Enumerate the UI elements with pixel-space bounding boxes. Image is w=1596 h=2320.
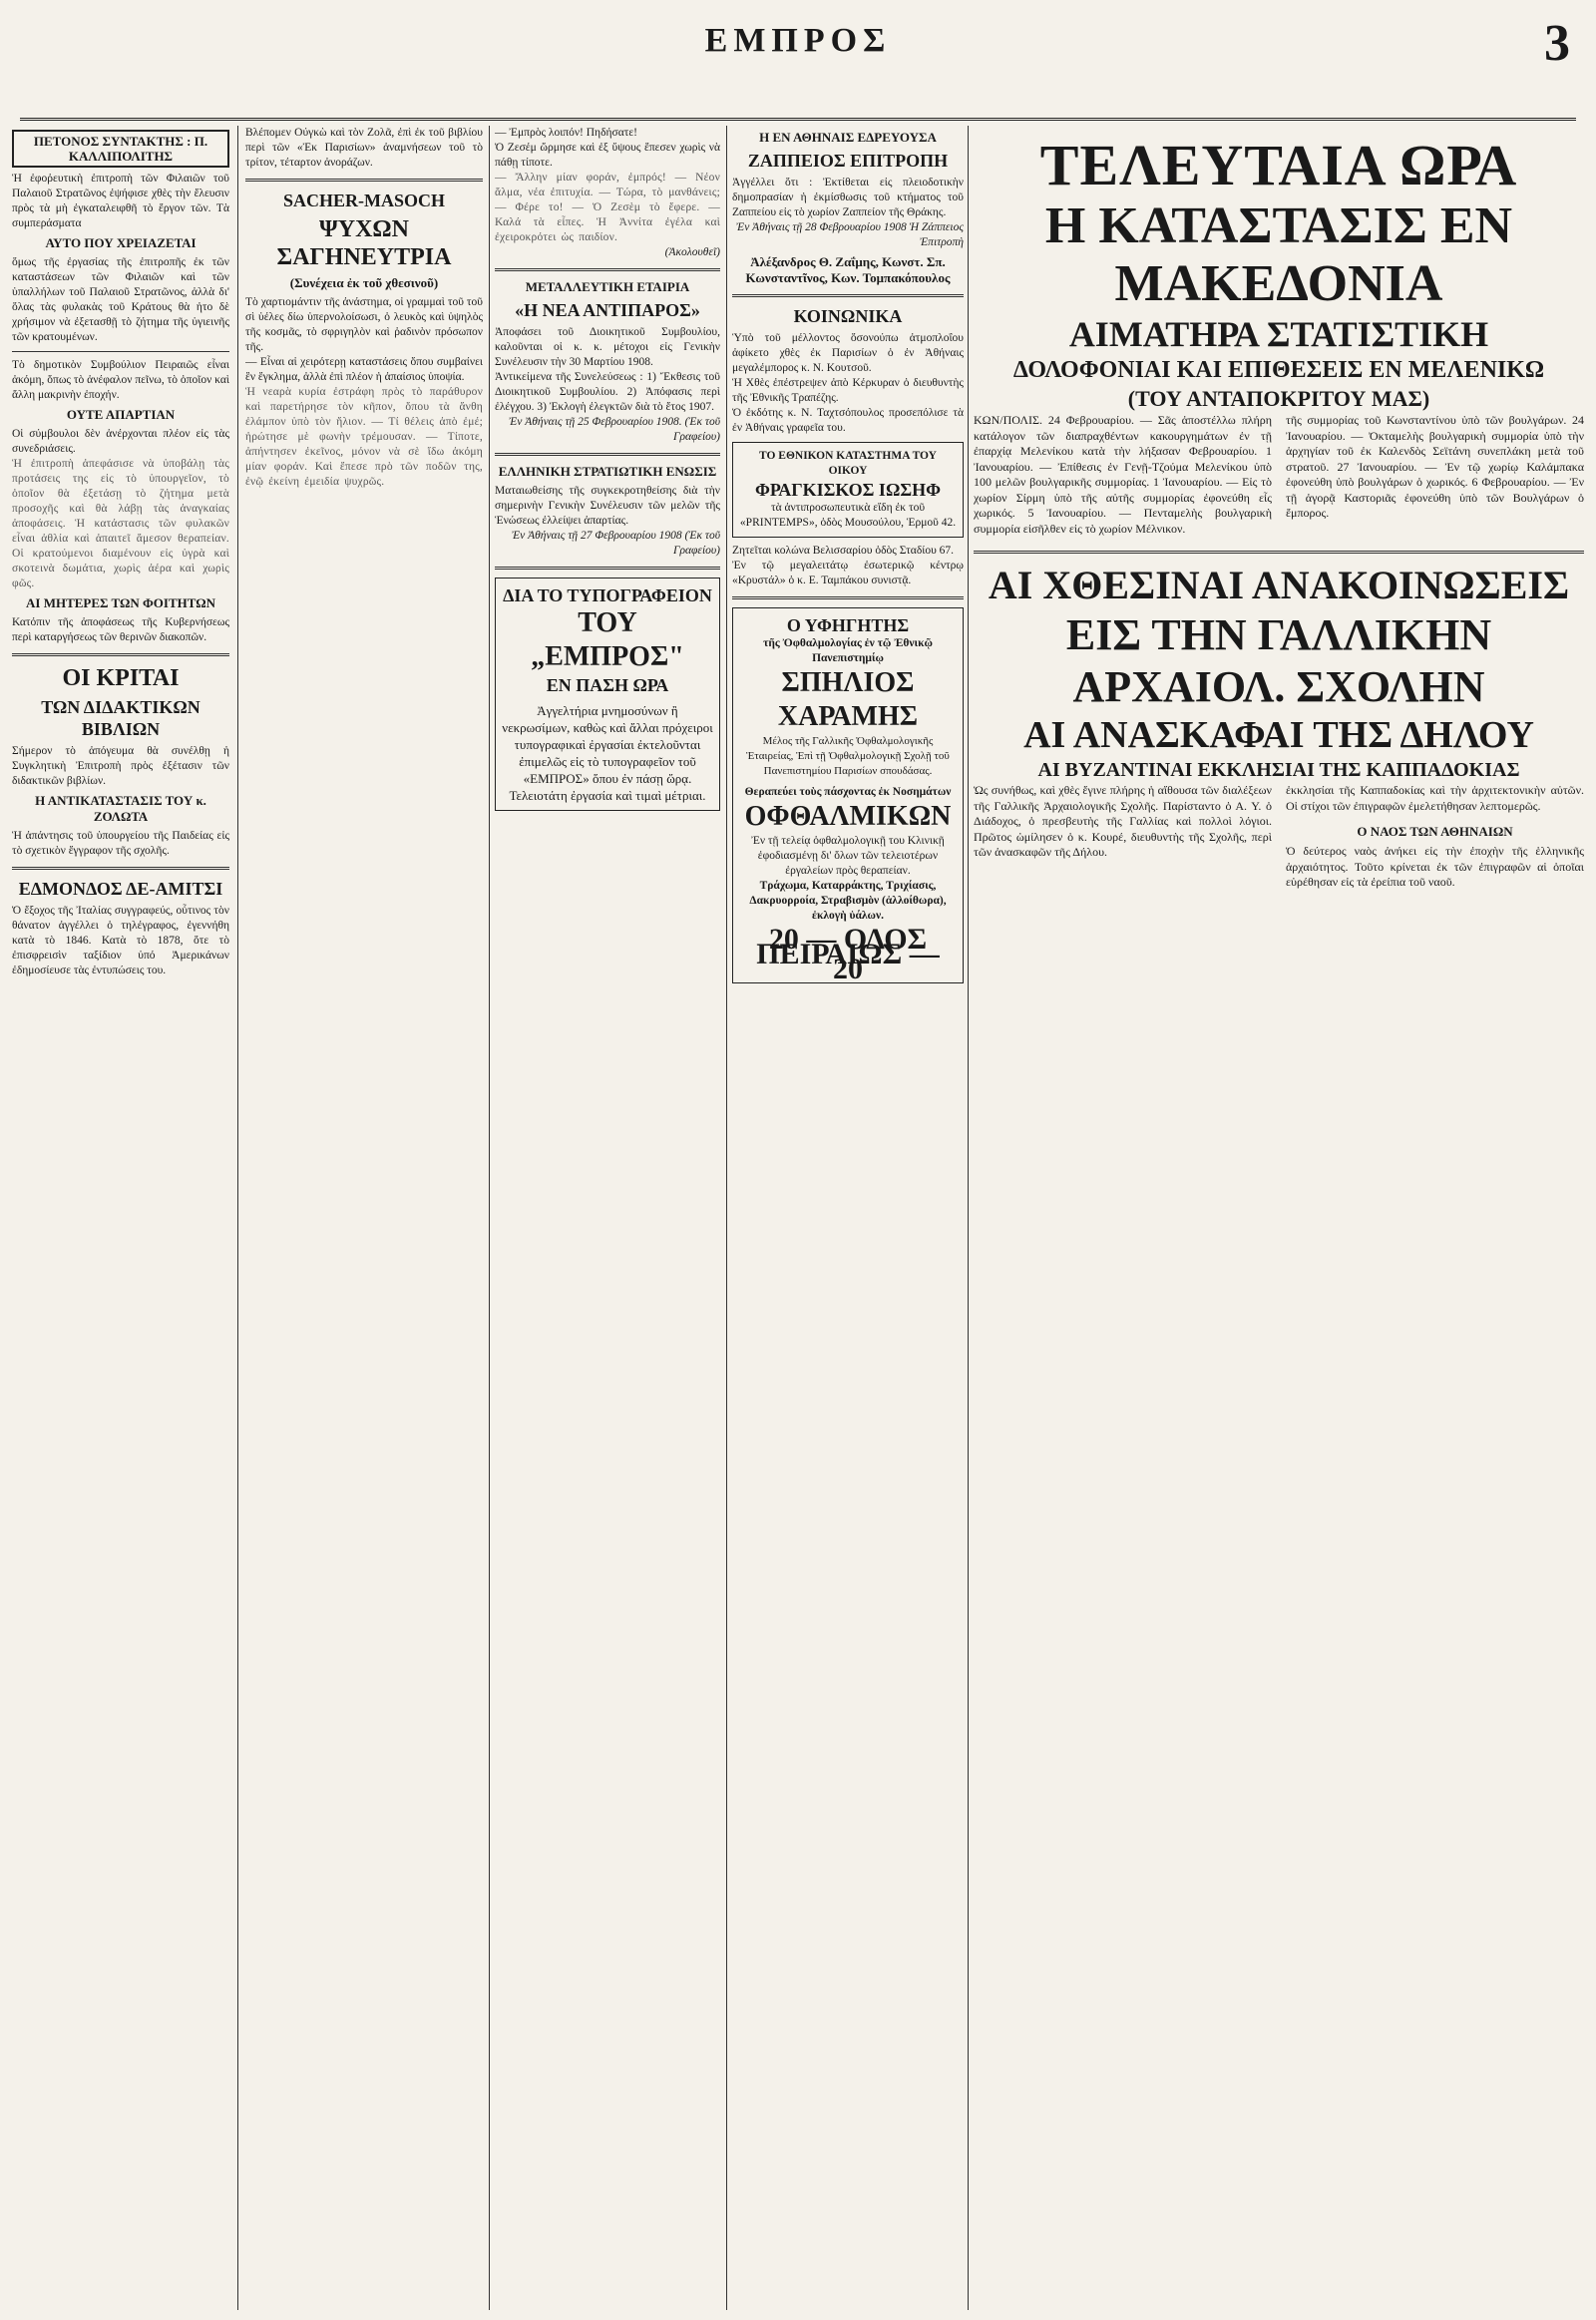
column-rule: [237, 126, 238, 2310]
social-paragraph: Ὑπὸ τοῦ μέλλοντος ὅσονούπω ἀτμοπλοΐου ἀφίκετο χθὲς ἐκ Παρισίων ὁ ἐν Ἀθήναις μεγαλέμπορος κ. Ν. Κουτσοῦ.: [732, 332, 964, 374]
article-paragraph: ὅμως τῆς ἐργασίας τῆς ἐπιτροπῆς ἐκ τῶν καταστάσεων τῶν Φιλαιῶν καὶ τῶν ὑπαλλήλων τοῦ Παλαιοῦ Στρατῶνος, ἀλλὰ δι' ὅλας τὰς φυλακὰς τοῦ Κράτους θὰ ἠτο δὲ χρήσιμον νὰ ἐξετασθῇ τὸ ζήτημα τῆς ὑγιεινῆς τῶν κρατουμένων.: [12, 256, 229, 343]
article-paragraph: Ὁ ἔξοχος τῆς Ἰταλίας συγγραφεύς, οὗτινος τὸν θάνατον ἀγγέλλει ὁ τηλέγραφος, ἐγεννήθη κατὰ τὸ 1846. Κατὰ τὸ 1878, ὅτε τὸ ἐπισφρεισὶν ταξίδιον ὑπό Ἀμερικάνων ἐδημοσίευσε τὰς ἐντυπώσεις του.: [12, 905, 229, 976]
article-paragraph: Ὁ Ζεσέμ ὥρμησε καὶ ἐξ ὕψους ἔπεσεν χωρὶς νὰ πάθῃ τίποτε.: [495, 142, 720, 169]
ad-line: ΔΙΑ ΤΟ ΤΥΠΟΓΡΑΦΕΙΟΝ: [503, 585, 712, 605]
article-body: — Ἄλλην μίαν φοράν, ἐμπρός! — Νέον ἅλμα, νέα ἐπιτυχία. — Τώρα, τὸ μανθάνεις; — Φέρε το! — Ὁ Ζεσὲμ τὸ ἔφερε. — Καλά τὰ εἶπες. Ἡ Ἀννίτα ἐγέλα καὶ ἐχειροκρότει ὡς παιδίον.: [495, 172, 720, 243]
column-1: [12, 126, 229, 2310]
banner-byline: (ΤΟΥ ΑΝΤΑΠΟΚΡΙΤΟΥ ΜΑΣ): [1127, 386, 1430, 411]
ad-line: Θεραπεύει τοὺς πάσχοντας ἐκ Νοσημάτων: [744, 786, 952, 798]
article-paragraph: — Εἶναι αἱ χειρότερῃ καταστάσεις ὅπου συμβαίνει ἓν ἔγκλημα, ἀλλὰ ἐπὶ πλέον ἡ ἀπαίσιος ὑποψία.: [245, 356, 483, 383]
newspaper-title: ΕΜΠΡΟΣ: [704, 22, 892, 59]
article-body: Ἡ νεαρὰ κυρία ἐστράφη πρὸς τὸ παράθυρον καὶ παρετήρησε τὸν κῆπον, ὅπου τὰ ἄνθη ἐλάμπον ὑπὸ τὸν ἥλιον. — Τί θέλεις ἀπὸ ἐμέ; ἠρώτησε μὲ φωνὴν τρέμουσαν. — Τίποτε, ἀπήντησεν ἐκεῖνος, μόνον νὰ σὲ ἴδω ἀκόμη μίαν φοράν. Καὶ ἔπεσε πρὸ τῶν ποδῶν της, ἐνῷ ἐκείνη ἐμειδία ψυχρῶς.: [245, 386, 483, 488]
masthead: [20, 0, 1576, 121]
banner-headline: ΕΙΣ ΤΗΝ ΓΑΛΛΙΚΗΝ ΑΡΧΑΙΟΛ. ΣΧΟΛΗΝ: [1065, 610, 1492, 711]
ad-body: Ἐν τῇ τελείᾳ ὀφθαλμολογικῇ του Κλινικῇ ἐφοδιασμένῃ δι' ὅλων τῶν τελειοτέρων ἐργαλείων πρὸς θεραπείαν.: [751, 835, 945, 877]
serial-title: ΨΥΧΩΝ ΣΑΓΗΝΕΥΤΡΙΑ: [276, 216, 452, 270]
serial-author: SACHER-MASOCH: [282, 191, 445, 210]
continued-note: (Ἀκολουθεῖ): [664, 246, 720, 258]
article-subheading: Ο ΝΑΟΣ ΤΩΝ ΑΘΗΝΑΙΩΝ: [1357, 824, 1513, 839]
column-4: [732, 126, 964, 2310]
notice-headline: «Η ΝΕΑ ΑΝΤΙΠΑΡΟΣ»: [515, 300, 700, 320]
column-rule: [968, 126, 969, 2310]
ad-address: 20 — ΟΔΟΣ ΠΕΙΡΑΙΩΣ — 20: [756, 923, 940, 985]
column-5: [974, 126, 1584, 2310]
article-column-left: ΚΩΝ/ΠΟΛΙΣ. 24 Φεβρουαρίου. — Σᾶς ἀποστέλλω πλήρη κατάλογον τῶν διαπραχθέντων κακουργημάτων ἐν τῇ ἐπαρχίᾳ Μελενίκου κατὰ τὴν λήξασαν Φεβρουαρίου. 1 Ἰανουαρίου. — Ἐπίθεσις ἐν Γενῇ-Τζούμα Μελενίκου ὑπὸ 100 μελῶν βουλγαρικῆς συμμορίας. 1 Ἰανουαρίου. — Εἰς τὸ χωρίον Σίρμη ὑπὸ τῆς αὐτῆς συμμορίας ἐφονεύθη εἷς χωρικός. 5 Ἰανουαρίου. — Πενταμελὴς βουλγαρικὴ συμμορία εἰσῆλθεν εἰς τὸ χωρίον Μέλνικον.: [974, 413, 1272, 536]
article-subheading: ΟΥΤΕ ΑΠΑΡΤΙΑΝ: [66, 407, 176, 422]
article-paragraph: Σήμερον τὸ ἀπόγευμα θὰ συνέλθῃ ἡ Συγκλητικὴ Ἐπιτροπὴ πρὸς ἐξέτασιν τῶν διδακτικῶν βιβλίων.: [12, 745, 229, 787]
article-paragraph: Ἡ ἐφοῤευτικὴ ἐπιτροπὴ τῶν Φιλαιῶν τοῦ Παλαιοῦ Στρατῶνος ἐψήφισε χθὲς τὴν ἔλευσιν πρὸς τὰ μὴ ἐγκαταλειφθῆ τὸ ἔργον τῶν. Τὰ συμπεράσματα: [12, 173, 229, 229]
article-subheading: ΑΥΤΟ ΠΟΥ ΧΡΕΙΑΖΕΤΑΙ: [45, 235, 197, 250]
notice-headline: ΜΕΤΑΛΛΕΥΤΙΚΗ ΕΤΑΙΡΙΑ: [525, 279, 690, 294]
ad-body: Τράχωμα, Καταρράκτης, Τριχίασις, Δακρυορροία, Στραβισμὸν (ἀλλοίθωρα), ἐκλογὴ ὑάλων.: [749, 880, 947, 922]
article-headline: ΟΙ ΚΡΙΤΑΙ: [62, 665, 180, 691]
banner-headline: ΑΙ ΑΝΑΣΚΑΦΑΙ ΤΗΣ ΔΗΛΟΥ: [1023, 714, 1534, 756]
column-rule: [489, 126, 490, 2310]
article-paragraph: — Ἐμπρὸς λοιπόν! Πηδήσατε!: [495, 127, 638, 139]
ad-line: ΟΦΘΑΛΜΙΚΩΝ: [744, 801, 952, 832]
social-paragraph: Ἡ Χθὲς ἐπέστρεψεν ἀπὸ Κέρκυραν ὁ διευθυντὴς τῆς Ἐθνικῆς Τραπέζης.: [732, 377, 964, 404]
banner-headline: ΑΙ ΧΘΕΣΙΝΑΙ ΑΝΑΚΟΙΝΩΣΕΙΣ: [988, 563, 1570, 607]
column-rule: [726, 126, 727, 2310]
ad-body: Ἀγγελτήρια μνημοσύνων ἢ νεκρωσίμων, καθὼς καὶ ἄλλαι πρόχειροι τυπογραφικαὶ ἐργασίαι ἐκτελοῦνται ἐπιμελῶς εἰς τὸ τυπογραφεῖον τοῦ «ΕΜΠΡΟΣ» ὅπου ἐν πάσῃ ὥρᾳ. Τελειοτάτη ἐργασία καὶ τιμαὶ μέτριαι.: [502, 703, 713, 803]
notice-headline: ΕΛΛΗΝΙΚΗ ΣΤΡΑΤΙΩΤΙΚΗ ΕΝΩΣΙΣ: [498, 464, 717, 479]
article-column-right: τῆς συμμορίας τοῦ Κωνσταντίνου ὑπὸ τῶν βουλγάρων. 24 Ἰανουαρίου. — Ὀκταμελὴς βουλγαρικὴ συμμορία ὑπὸ τὴν ἀρχηγίαν τοῦ ἐκ Καλενδὸς Σεϊτάνη συνεπλάκη μετὰ τοῦ στρατοῦ. 27 Ἰανουαρίου. — Ἐν τῷ χωρίῳ Καλάμπακα ἐφονεύθη ὑπὸ βουλγάρων ὁ χωρικός. 6 Φεβρουαρίου. — Ἐν τῇ ἀγορᾷ Καστοριᾶς ἐφονεύθη ὑπὸ τῶν Βουλγάρων ὁ ἔμπορος.: [1286, 413, 1584, 520]
article-paragraph: Τὸ δημοτικὸν Συμβούλιον Πειραιῶς εἶναι ἀκόμη, ὅπως τὸ ἀνέφαλον πεῖνω, τὸ ὁποῖον καὶ ἄλλη μακρινὴν ἐποχήν.: [12, 359, 229, 401]
column-3: [495, 126, 720, 2310]
article-paragraph: Οἱ σύμβουλοι δὲν ἀνέρχονται πλέον εἰς τὰς συνεδριάσεις.: [12, 428, 229, 455]
ad-line: Ο ΥΦΗΓΗΤΗΣ: [786, 615, 910, 635]
banner-subheadline: ΔΟΛΟΦΟΝΙΑΙ ΚΑΙ ΕΠΙΘΕΣΕΙΣ ΕΝ ΜΕΛΕΝΙΚΩ: [1012, 357, 1545, 383]
article-column-right: ἐκκλησίαι τῆς Καππαδοκίας καὶ τὴν ἀρχιτεκτονικὴν αὐτῶν. Οἱ στίχοι τῶν ἐπιγραφῶν ἐμελετήθησαν λεπτομερῶς.: [1286, 783, 1584, 813]
article-paragraph: Κατόπιν τῆς ἀποφάσεως τῆς Κυβερνήσεως περὶ καταργήσεως τῶν θερινῶν διακοπῶν.: [12, 616, 229, 643]
ad-line: ΧΑΡΑΜΗΣ: [777, 701, 919, 732]
article-headline: ΤΩΝ ΔΙΔΑΚΤΙΚΩΝ ΒΙΒΛΙΩΝ: [41, 697, 200, 739]
article-column-right: Ὁ δεύτερος ναὸς ἀνήκει εἰς τὴν ἐποχὴν τῆς ἑλληνικῆς ἀρχαιότητος. Τοῦτο κρίνεται ἐκ τῶν ἐπιγραφῶν αἱ ὁποῖαι εὑρέθησαν εἰς τὰ ἐρείπια τοῦ ναοῦ.: [1286, 844, 1584, 889]
editor-header: ΠΕΤΟΝΟΣ ΣΥΝΤΑΚΤΗΣ : Π. ΚΑΛΛΙΠΟΛΙΤΗΣ: [12, 130, 229, 168]
social-paragraph: Ὁ ἐκδότης κ. Ν. Ταχτσόπουλος προσεπόλισε τὰ ἐν Ἀθήναις γραφεῖα του.: [732, 407, 964, 434]
section-headline: ΚΟΙΝΩΝΙΚΑ: [793, 306, 903, 326]
ad-line: ΣΠΗΛΙΟΣ: [781, 667, 915, 698]
ad-body: Μέλος τῆς Γαλλικῆς Ὀφθαλμολογικῆς Ἑταιρείας, Ἐπὶ τῇ Ὀφθαλμολογικῇ Σχολῇ τοῦ Πανεπιστημίου Παρισίων σπουδάσας.: [746, 735, 950, 777]
notice-headline: ΖΑΠΠΕΙΟΣ ΕΠΙΤΡΟΠΗ: [747, 151, 949, 171]
social-paragraph: Ἐν τῷ μεγαλειτάτῳ ἐσωτερικῷ κέντρῳ «Κρυστάλ» ὁ κ. Ε. Ταμπάκου συνιστᾷ.: [732, 560, 964, 586]
serial-note: (Συνέχεια ἐκ τοῦ χθεσινοῦ): [289, 275, 439, 290]
notice-signature: Ἐν Ἀθήναις τῇ 27 Φεβρουαρίου 1908 (Ἐκ τοῦ Γραφείου): [511, 530, 720, 557]
article-body: Ἡ ἐπιτροπὴ ἀπεφάσισε νὰ ὑποβάλῃ τὰς προτάσεις της εἰς τὸ ὑπουργεῖον, τὸ ὁποῖον θὰ ἐξετάσῃ τὸ ζήτημα μετὰ προσοχῆς καὶ θὰ λάβῃ τὰς ἀναγκαίας ἀποφάσεις. Ἡ κατάστασις τῶν φυλακῶν εἶναι ἀθλία καὶ ἀπαιτεῖ ἄμεσον θεραπείαν. Οἱ κρατούμενοι διαμένουν εἰς ὑγρὰ καὶ σκοτεινὰ δωμάτια, χωρὶς ἀέρα καὶ χωρὶς φῶς.: [12, 458, 229, 589]
ad-line: ΦΡΑΓΚΙΣΚΟΣ ΙΩΣΗΦ: [754, 480, 942, 500]
notice-paragraph: Ἀποφάσει τοῦ Διοικητικοῦ Συμβουλίου, καλοῦνται οἱ κ. κ. μέτοχοι εἰς Γενικὴν Συνέλευσιν τὴν 30 Μαρτίου 1908.: [495, 326, 720, 368]
article-headline: ΕΔΜΟΝΔΟΣ ΔΕ-ΑΜΙΤΣΙ: [18, 879, 223, 899]
article-paragraph: Ἡ ἀπάντησις τοῦ ὑπουργείου τῆς Παιδείας εἰς τὸ σχετικὸν ἔγγραφον τῆς σχολῆς.: [12, 830, 229, 857]
banner-headline: Η ΚΑΤΑΣΤΑΣΙΣ ΕΝ ΜΑΚΕΔΟΝΙΑ: [1044, 197, 1513, 312]
article-two-columns: [974, 783, 1584, 891]
article-column-left: Ὡς συνήθως, καὶ χθὲς ἔγινε πλήρης ἡ αἴθουσα τῶν διαλέξεων τῆς Γαλλικῆς Ἀρχαιολογικῆς Σχολῆς. Παρίσταντο ὁ Α. Υ. ὁ Διάδοχος, ὁ πρεσβευτὴς τῆς Γαλλίας καὶ πολλοὶ λόγιοι. Πρῶτος ὡμίλησεν ὁ κ. Κουρέ, διευθυντὴς τῆς Σχολῆς, περὶ τῶν ἀνασκαφῶν τῆς Δήλου.: [974, 783, 1272, 859]
notice-signature: Ἐν Ἀθήναις τῇ 28 Φεβρουαρίου 1908 Ἡ Ζάππειος Ἐπιτροπὴ: [736, 221, 964, 248]
article-subheading: ΑΙ ΜΗΤΕΡΕΣ ΤΩΝ ΦΟΙΤΗΤΩΝ: [26, 595, 215, 610]
notice-paragraph: Ἀγγέλλει ὅτι : Ἐκτίθεται εἰς πλειοδοτικὴν δημοπρασίαν ἡ ἐκμίσθωσις τοῦ κτήματος τοῦ Ζαππείου εἰς τὸ χωρίον Ζαππείον τῆς Θράκης.: [732, 177, 964, 218]
article-two-columns: [974, 413, 1584, 537]
notice-names: Ἀλέξανδρος Θ. Ζαΐμης, Κωνστ. Σπ. Κωνσταντῖνος, Κων. Τομπακόπουλος: [745, 254, 951, 285]
article-subheading: Η ΑΝΤΙΚΑΤΑΣΤΑΣΙΣ ΤΟΥ κ. ΖΟΛΩΤΑ: [35, 793, 206, 824]
column-2: [245, 126, 483, 2310]
banner-headline: ΤΕΛΕΥΤΑΙΑ ΩΡΑ: [1039, 133, 1518, 197]
ad-body: τὰ ἀντιπροσωπευτικὰ εἴδη ἐκ τοῦ «PRINTEMPS», ὁδὸς Μουσούλου, Ἑρμοῦ 42.: [739, 502, 957, 529]
notice-signature: Ἐν Ἀθήναις τῇ 25 Φεβρουαρίου 1908. (Ἐκ τοῦ Γραφείου): [509, 416, 720, 443]
article-paragraph: Βλέπομεν Ούγκὼ καὶ τὸν Ζολᾶ, ἐπὶ ἐκ τοῦ βιβλίου περὶ τῶν «Ἐκ Παρισίων» ἀναμνήσεων τοῦ τὸ τρίτον, τέταρτον ἀνοράζων.: [245, 127, 483, 169]
notice-paragraph: Ἀντικείμενα τῆς Συνελεύσεως : 1) Ἔκθεσις τοῦ Διοικητικοῦ Συμβουλίου. 2) Ἀπόφασις περὶ ἐλέγχου. 3) Ἐκλογὴ ἐλεγκτῶν διὰ τὸ ἔτος 1907.: [495, 371, 720, 413]
article-paragraph: Τὸ χαρτιομάντιν τῆς ἀνάστημα, οἱ γραμμαὶ τοῦ τοῦ σὶ ὑέλες δίω ὑπερνολοίσωσι, ὁ λευκὸς καὶ ὑψηλὸς τῆς κοσμᾶς, τὸ σφριγηλὸν καὶ ῥαδινὸν πρόσωπον τῆς.: [245, 296, 483, 353]
store-ad: [732, 442, 964, 538]
banner-headline: ΑΙΜΑΤΗΡΑ ΣΤΑΤΙΣΤΙΚΗ: [1068, 314, 1489, 354]
social-paragraph: Ζητεῖται κολώνα Βελισσαρίου ὁδὸς Σταδίου 67.: [732, 545, 955, 557]
printing-ad: [495, 578, 720, 811]
ad-line: ΤΟ ΕΘΝΙΚΟΝ ΚΑΤΑΣΤΗΜΑ ΤΟΥ ΟΙΚΟΥ: [759, 450, 937, 477]
notice-headline: Η ΕΝ ΑΘΗΝΑΙΣ ΕΔΡΕΥΟΥΣΑ: [759, 130, 937, 145]
ad-line: ΤΟΥ „ΕΜΠΡΟΣ": [531, 607, 684, 672]
banner-subheadline: ΑΙ ΒΥΖΑΝΤΙΝΑΙ ΕΚΚΛΗΣΙΑΙ ΤΗΣ ΚΑΠΠΑΔΟΚΙΑΣ: [1037, 759, 1520, 781]
page-number: 3: [1544, 15, 1570, 72]
ad-line: ΕΝ ΠΑΣΗ ΩΡΑ: [546, 675, 669, 695]
doctor-ad: [732, 607, 964, 983]
ad-line: τῆς Ὀφθαλμολογίας ἐν τῷ Ἐθνικῷ Πανεπιστημίῳ: [763, 637, 933, 664]
notice-paragraph: Ματαιωθείσης τῆς συγκεκροτηθείσης διὰ τὴν σημερινὴν Γενικὴν Συνέλευσιν τῶν μελῶν τῆς Ἑνώσεως ἐλλείψει ἀπαρτίας.: [495, 485, 720, 527]
